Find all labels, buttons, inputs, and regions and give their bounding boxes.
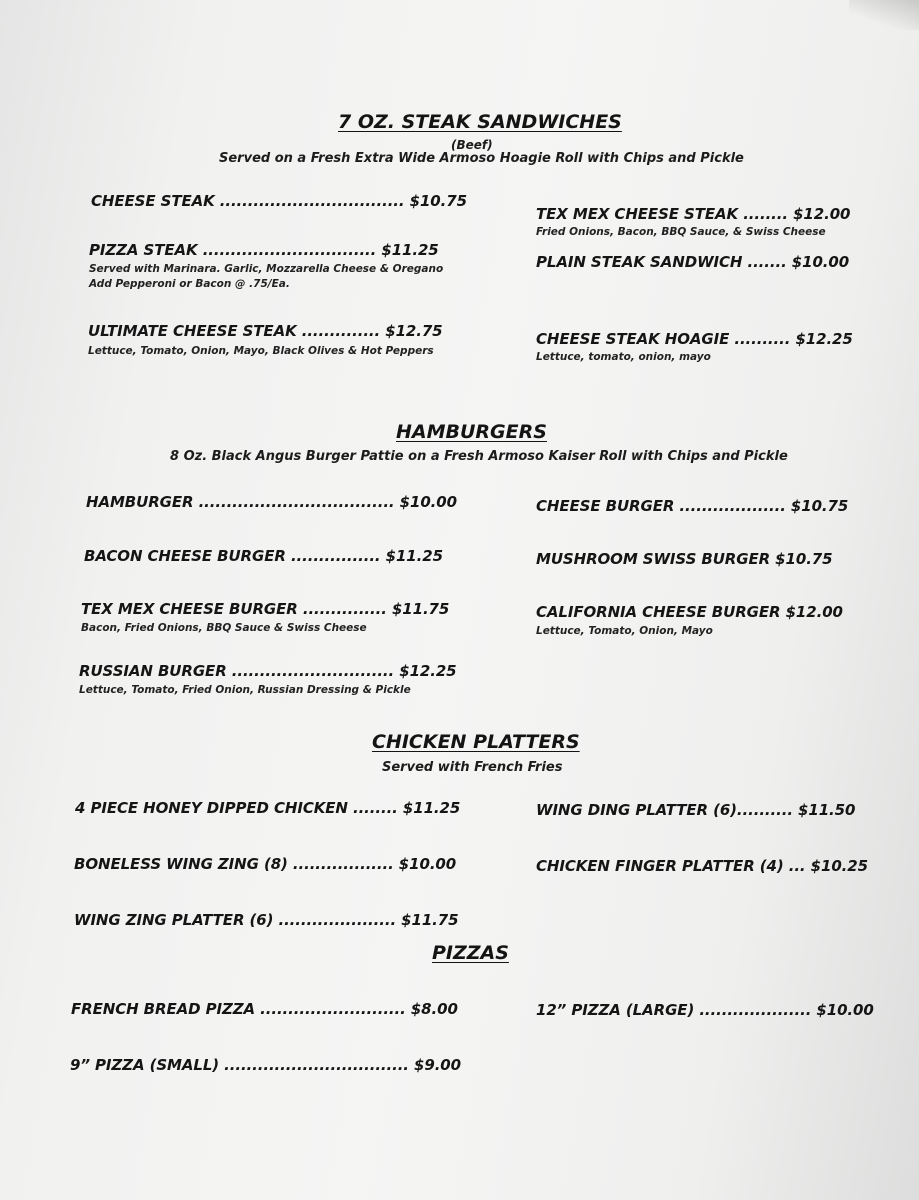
menu-item-cheese-burger: CHEESE BURGER ................... $10.75 xyxy=(536,497,849,515)
menu-item-chicken-finger-platter: CHICKEN FINGER PLATTER (4) ... $10.25 xyxy=(536,857,868,875)
chicken-section-title: CHICKEN PLATTERS xyxy=(372,731,580,753)
steak-section-title: 7 OZ. STEAK SANDWICHES xyxy=(338,111,622,133)
menu-item-description: Lettuce, Tomato, Fried Onion, Russian Dressing & Pickle xyxy=(79,684,411,696)
menu-item-description: Lettuce, Tomato, Onion, Mayo xyxy=(536,625,713,637)
menu-item-russian-burger: RUSSIAN BURGER ............................. $12.25 xyxy=(79,662,457,680)
menu-item-9-inch-pizza: 9” PIZZA (SMALL) ................................. $9.00 xyxy=(70,1056,461,1074)
menu-item-boneless-wing-zing: BONELESS WING ZING (8) .................. $10.00 xyxy=(74,855,457,873)
menu-item-wing-zing-platter: WING ZING PLATTER (6) ..................... $11.75 xyxy=(74,911,459,929)
menu-item-plain-steak-sandwich: PLAIN STEAK SANDWICH ....... $10.00 xyxy=(536,253,850,271)
menu-item-description: Fried Onions, Bacon, BBQ Sauce, & Swiss Cheese xyxy=(536,226,826,238)
menu-item-mushroom-swiss-burger: MUSHROOM SWISS BURGER $10.75 xyxy=(536,550,833,568)
menu-item-12-inch-pizza: 12” PIZZA (LARGE) .................... $10.00 xyxy=(536,1001,874,1019)
menu-item-wing-ding-platter: WING DING PLATTER (6).......... $11.50 xyxy=(536,801,856,819)
menu-item-pizza-steak: PIZZA STEAK ............................... $11.25 xyxy=(89,241,439,259)
menu-item-ultimate-cheese-steak: ULTIMATE CHEESE STEAK .............. $12.75 xyxy=(88,322,443,340)
menu-item-cheese-steak: CHEESE STEAK ................................. $10.75 xyxy=(91,192,467,210)
menu-item-french-bread-pizza: FRENCH BREAD PIZZA .......................... $8.00 xyxy=(71,1000,458,1018)
steak-section-subtitle: (Beef) xyxy=(451,138,493,152)
menu-item-tex-mex-cheese-steak: TEX MEX CHEESE STEAK ........ $12.00 xyxy=(536,205,851,223)
menu-item-california-cheese-burger: CALIFORNIA CHEESE BURGER $12.00 xyxy=(536,603,843,621)
menu-item-hamburger: HAMBURGER ................................... $10.00 xyxy=(86,493,457,511)
menu-item-description: Lettuce, Tomato, Onion, Mayo, Black Olives & Hot Peppers xyxy=(88,345,434,357)
menu-item-description: Lettuce, tomato, onion, mayo xyxy=(536,351,711,363)
menu-item-4-piece-honey-dipped-chicken: 4 PIECE HONEY DIPPED CHICKEN ........ $11.25 xyxy=(75,799,461,817)
menu-item-bacon-cheese-burger: BACON CHEESE BURGER ................ $11.25 xyxy=(84,547,443,565)
menu-item-description: Bacon, Fried Onions, BBQ Sauce & Swiss Cheese xyxy=(81,622,367,634)
menu-item-cheese-steak-hoagie: CHEESE STEAK HOAGIE .......... $12.25 xyxy=(536,330,853,348)
menu-item-note: Add Pepperoni or Bacon @ .75/Ea. xyxy=(89,278,290,290)
menu-item-description: Served with Marinara. Garlic, Mozzarella Cheese & Oregano xyxy=(89,263,444,275)
menu-item-tex-mex-cheese-burger: TEX MEX CHEESE BURGER ............... $11.75 xyxy=(81,600,450,618)
burgers-section-tagline: 8 Oz. Black Angus Burger Pattie on a Fresh Armoso Kaiser Roll with Chips and Pickle xyxy=(170,449,788,464)
page-shadow xyxy=(849,0,919,30)
burgers-section-title: HAMBURGERS xyxy=(396,421,547,443)
chicken-section-tagline: Served with French Fries xyxy=(382,760,563,775)
pizza-section-title: PIZZAS xyxy=(432,942,509,964)
steak-section-tagline: Served on a Fresh Extra Wide Armoso Hoagie Roll with Chips and Pickle xyxy=(219,151,744,166)
